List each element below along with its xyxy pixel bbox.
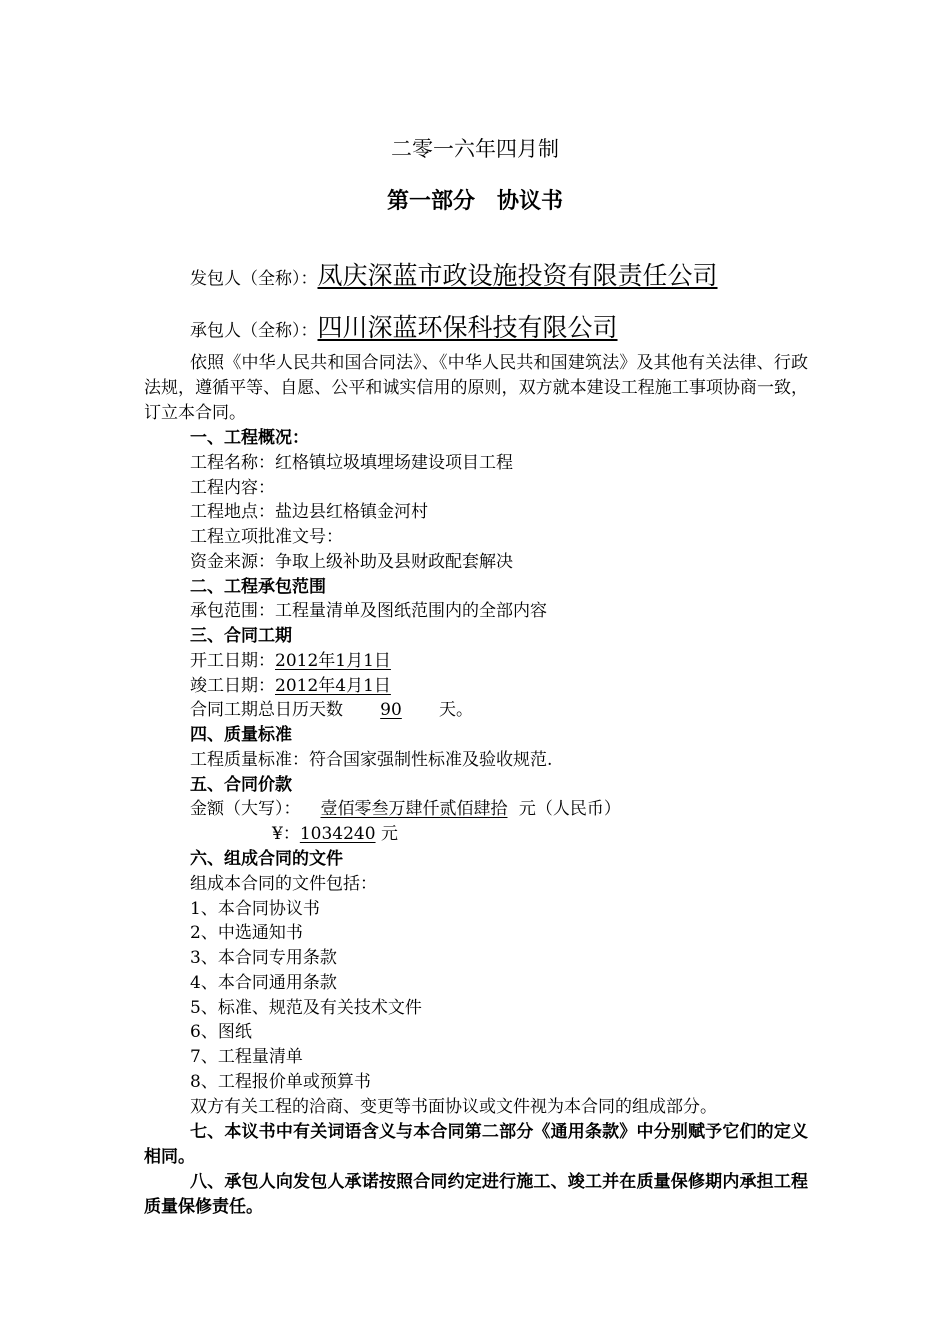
contractor-label: 承包人（全称）： [190,321,318,341]
contract-scope: 承包范围：工程量清单及图纸范围内的全部内容 [190,601,547,621]
amount-yuan: 元 [380,824,398,844]
duration-unit: 天。 [439,700,473,720]
project-content: 工程内容： [190,478,275,498]
document-item: 8、工程报价单或预算书 [190,1072,371,1092]
document-item: 4、本合同通用条款 [190,973,337,993]
document-item: 5、标准、规范及有关技术文件 [190,998,422,1018]
document-item: 6、图纸 [190,1022,252,1042]
amount-words-label: 金额（大写）： [190,799,301,819]
section-2-heading: 二、工程承包范围 [190,577,326,597]
document-item: 2、中选通知书 [190,923,303,943]
amount-unit: 元（人民币） [518,799,621,819]
end-date-label: 竣工日期： [190,676,275,696]
documents-intro: 组成本合同的文件包括： [190,874,377,894]
amount-number-line [272,822,398,847]
section-1-heading: 一、工程概况： [190,428,309,448]
start-date-line [190,649,391,674]
part-title: 第一部分 协议书 [386,189,563,214]
amount-number: 1034240 [299,824,376,844]
start-date-value: 2012年1月1日 [275,651,391,671]
project-location: 工程地点：盐边县红格镇金河村 [190,502,428,522]
employer-label: 发包人（全称）： [190,269,318,289]
documents-closing: 双方有关工程的洽商、变更等书面协议或文件视为本合同的组成部分。 [190,1097,717,1117]
end-date-value: 2012年4月1日 [275,676,391,696]
document-item: 7、工程量清单 [190,1047,303,1067]
quality-standard: 工程质量标准：符合国家强制性标准及验收规范. [190,750,553,770]
section-8-clause: 八、承包人向发包人承诺按照合同约定进行施工、竣工并在质量保修期内承担工程质量保修责任。 [144,1172,808,1217]
contractor-line [190,312,618,347]
employer-name: 凤庆深蓝市政设施投资有限责任公司 [317,261,718,290]
project-name: 工程名称：红格镇垃圾填埋场建设项目工程 [190,453,513,473]
end-date-line [190,674,401,699]
duration-days: 90 [380,700,402,720]
duration-label: 合同工期总日历天数 [190,700,343,720]
employer-line [190,260,718,295]
amount-words-line [190,797,621,822]
section-5-heading: 五、合同价款 [190,775,292,795]
project-approval: 工程立项批准文号： [190,527,343,547]
section-7-clause: 七、本议书中有关词语含义与本合同第二部分《通用条款》中分别赋予它们的定义相同。 [144,1122,808,1167]
contractor-name: 四川深蓝环保科技有限公司 [317,313,618,342]
date-made: 二零一六年四月制 [391,137,559,161]
section-3-heading: 三、合同工期 [190,626,292,646]
duration-line [190,698,473,723]
amount-words: 壹佰零叁万肆仟贰佰肆拾 [320,799,508,819]
section-4-heading: 四、质量标准 [190,725,292,745]
start-date-label: 开工日期： [190,651,275,671]
preamble: 依照《中华人民共和国合同法》、《中华人民共和国建筑法》及其他有关法律、行政法规，遵循平等、自愿、公平和诚实信用的原则，双方就本建设工程施工事项协商一致，订立本合同。 [144,353,808,423]
yen-symbol: ¥： [272,824,300,844]
document-item: 3、本合同专用条款 [190,948,337,968]
project-funding: 资金来源：争取上级补助及县财政配套解决 [190,552,513,572]
section-6-heading: 六、组成合同的文件 [190,849,343,869]
document-item: 1、本合同协议书 [190,899,320,919]
